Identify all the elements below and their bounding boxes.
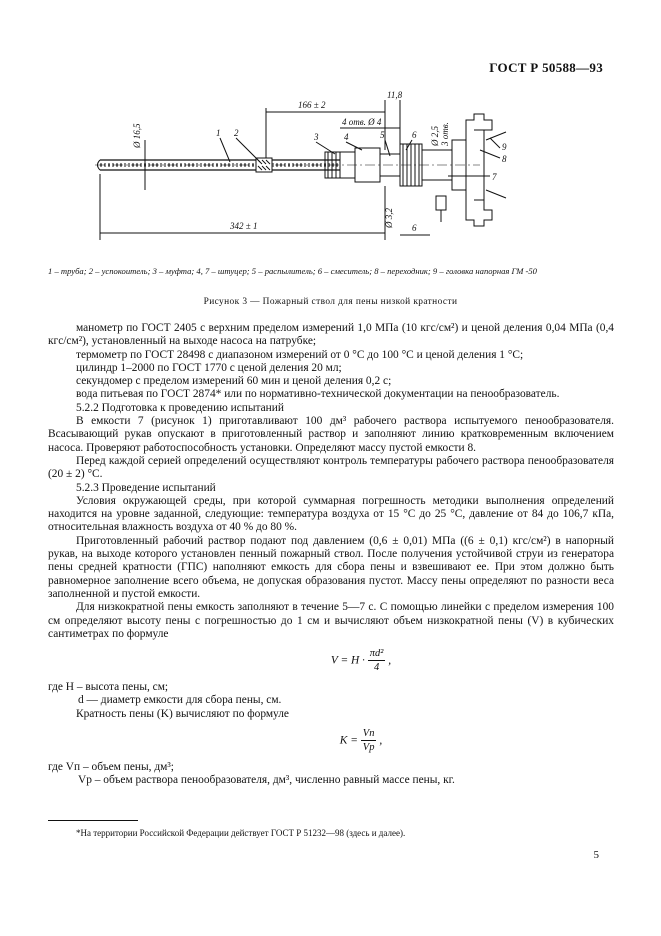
formula-lhs: K = [339, 734, 358, 747]
callout-5: 5 [380, 130, 385, 140]
section-heading: 5.2.2 Подготовка к проведению испытаний [76, 401, 284, 414]
formula-end: , [388, 654, 392, 667]
formula-end: , [379, 734, 383, 747]
paragraph: секундомер с пределом измерений 60 мин и ценой деления 0,2 с; [76, 375, 392, 388]
where-line: где H – высота пены, см; [48, 681, 169, 694]
dim-342: 342 ± 1 [230, 221, 258, 231]
callout-7: 7 [492, 172, 497, 182]
dim-166: 166 ± 2 [298, 100, 326, 110]
volume-formula [108, 647, 614, 677]
paragraph: В емкости 7 (рисунок 1) приготавливают 100 дм³ рабочего раствора испытуемого пенообразователя. Всасывающий рукав опускают в приготовленный раствор и заполняют линию кратковременным включением насоса. Проверяют работоспособность установки. Определяют массу пустой емкости 8. [48, 415, 614, 454]
paragraph: манометр по ГОСТ 2405 с верхним пределом измерений 1,0 МПа (10 кгс/см²) и ценой деления 0,04 МПа (0,4 кгс/см²), установленный на выходе насоса на патрубке; [48, 322, 614, 348]
dim-d3-2: Ø 3,2 [384, 208, 394, 228]
footnote-rule [48, 820, 138, 821]
callout-8: 8 [502, 154, 507, 164]
callout-3: 3 [314, 132, 319, 142]
dim-6: 6 [412, 223, 417, 233]
formula-denominator: Vр [362, 742, 375, 754]
callout-4: 4 [344, 132, 349, 142]
figure-legend: 1 – труба; 2 – успокоитель; 3 – муфта; 4, 7 – штуцер; 5 – распылитель; 6 – смеситель; 8 – переходник; 9 – головка напорная ГМ -50 [48, 266, 537, 276]
paragraph: Приготовленный рабочий раствор подают под давлением (0,6 ± 0,01) МПа ((6 ± 0,1) кгс/см²) в напорный рукав, на выходе которого установлен пенный пожарный ствол. После получения устойчивой струи из генератора пены средней кратности (ГПС) наполняют емкость для сбора пены и взвешивают ее. При этом должно быть равномерное заполнение всего объема, не допуская образования пустот. Массу пены определяют по разности веса заполненной и пустой емкости. [48, 534, 614, 600]
paragraph: Кратность пены (K) вычисляют по формуле [76, 707, 289, 720]
formula-fraction [361, 727, 377, 755]
figure-caption: Рисунок 3 — Пожарный ствол для пены низкой кратности [203, 297, 458, 307]
dim-11-8: 11,8 [387, 90, 403, 100]
section-heading: 5.2.3 Проведение испытаний [76, 481, 216, 494]
page-number: 5 [593, 849, 599, 861]
callout-9: 9 [502, 142, 507, 152]
formula-denominator: 4 [373, 662, 380, 674]
callout-1: 1 [216, 128, 221, 138]
paragraph: цилиндр 1–2000 по ГОСТ 1770 с ценой деления 20 мл; [76, 361, 342, 374]
formula-numerator: πd² [368, 647, 386, 661]
document-body [48, 322, 614, 788]
paragraph: Перед каждой серией определений осуществляют контроль температуры рабочего раствора пенообразователя (20 ± 2) °С. [48, 454, 614, 481]
expansion-formula [108, 727, 614, 757]
document-header: ГОСТ Р 50588—93 [489, 60, 603, 75]
dim-3-holes: 3 отв. [440, 122, 450, 146]
paragraph: вода питьевая по ГОСТ 2874* или по нормативно-технической документации на пенообразователь. [76, 388, 560, 401]
formula-lhs: V = H · [330, 654, 365, 667]
paragraph: Условия окружающей среды, при которой суммарная погрешность методики выполнения определений находится на уровне заданной, следующие: температура воздуха от 15 °С до 25 °С, давление от 84 до 106,7 кПа, относительная влажность воздуха от 40 % до 80 %. [48, 494, 614, 534]
footnote: *На территории Российской Федерации действует ГОСТ Р 51232—98 (здесь и далее). [76, 828, 406, 838]
where-line: Vр – объем раствора пенообразователя, дм³, численно равный массе пены, кг. [78, 774, 455, 787]
where-line: d — диаметр емкости для сбора пены, см. [78, 694, 282, 707]
where-line: где Vп – объем пены, дм³; [48, 761, 174, 774]
fire-nozzle-drawing [40, 90, 620, 260]
formula-fraction [368, 647, 386, 675]
dim-d16: Ø 16,5 [132, 123, 142, 148]
dim-4-holes: 4 отв. Ø 4 [342, 117, 382, 127]
formula-numerator: Vп [361, 727, 377, 741]
dim-d2-5: Ø 2,5 [430, 126, 440, 146]
callout-2: 2 [234, 128, 239, 138]
callout-6: 6 [412, 130, 417, 140]
paragraph: Для низкократной пены емкость заполняют в течение 5—7 с. С помощью линейки с пределом измерения 100 см определяют высоту пены с погрешностью до 1 см и вычисляют объем низкократной пены (V) в кубических сантиметрах по формуле [48, 601, 614, 640]
paragraph: термометр по ГОСТ 28498 с диапазоном измерений от 0 °С до 100 °С и ценой деления 1 °С; [76, 348, 524, 361]
